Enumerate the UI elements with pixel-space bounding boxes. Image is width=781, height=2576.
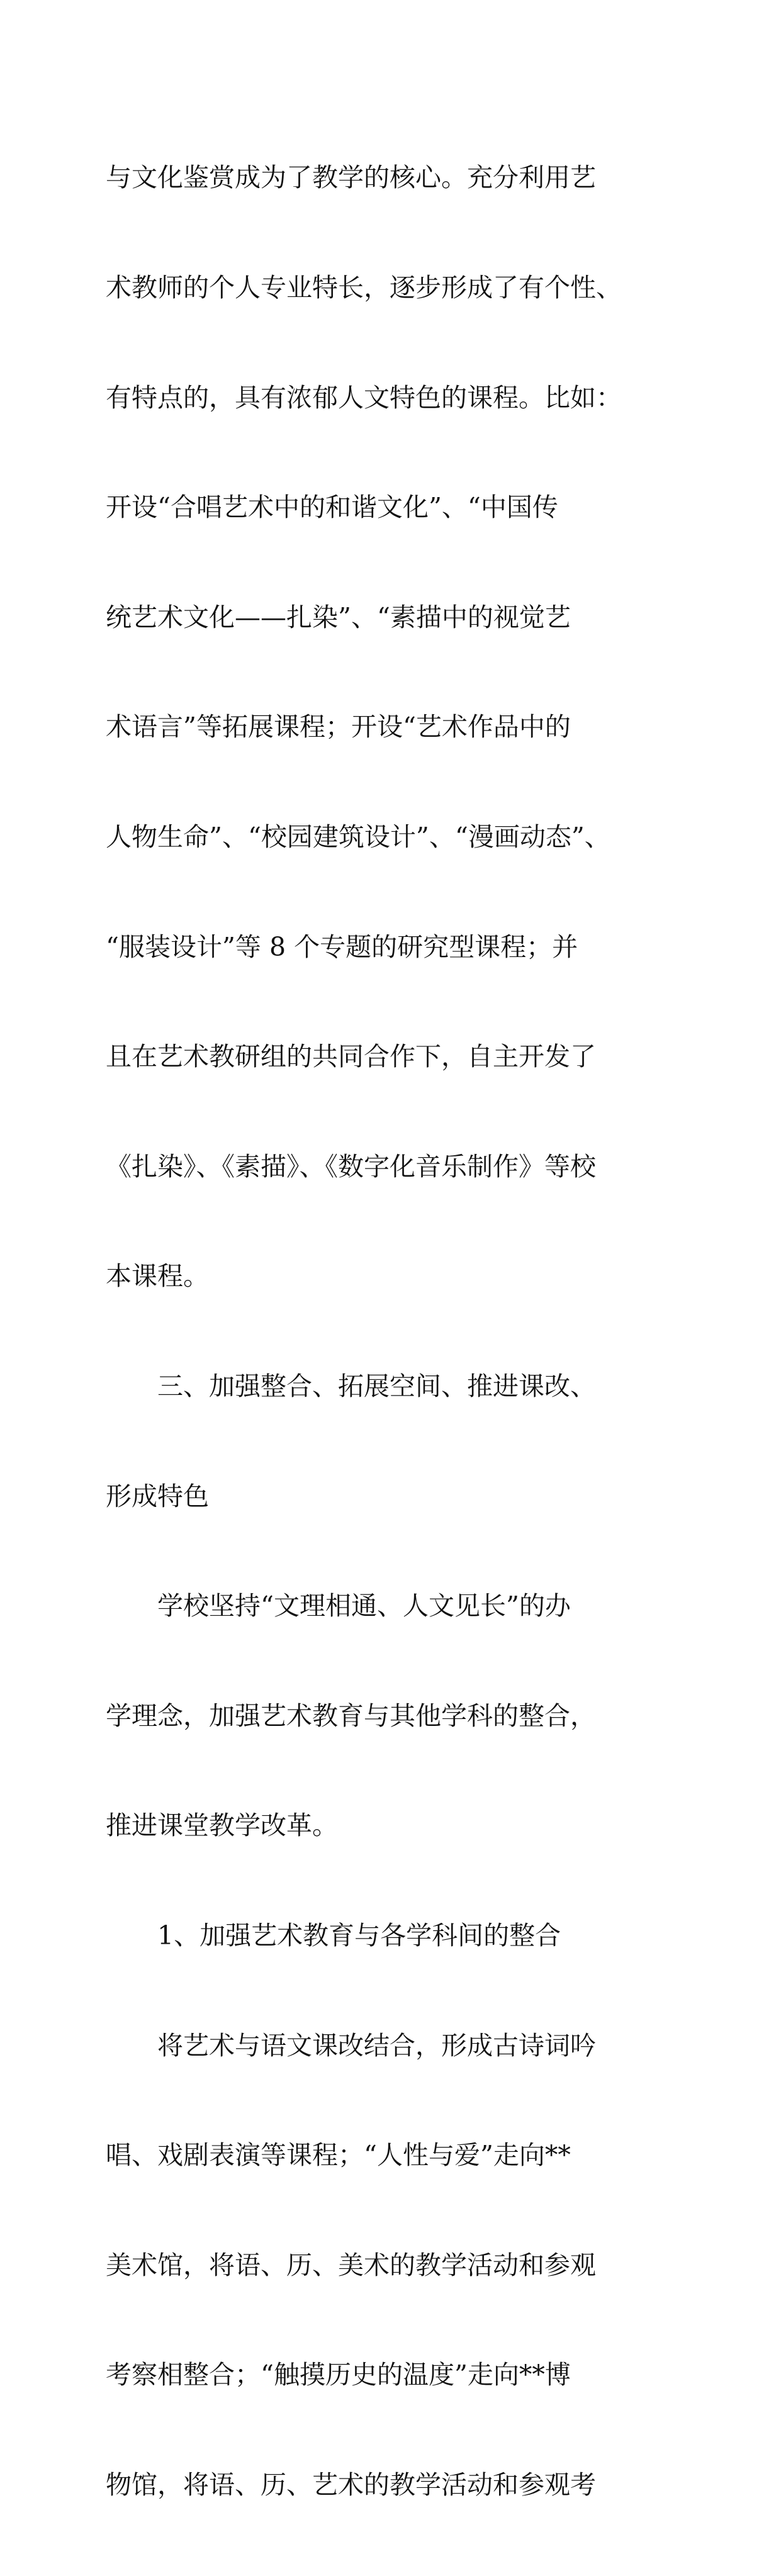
section-heading-continued: 形成特色	[106, 1481, 209, 1511]
paragraph-start: 将艺术与语文课改结合，形成古诗词吟	[157, 2030, 596, 2061]
text-line: 统艺术文化——扎染”、“素描中的视觉艺	[106, 602, 571, 632]
text-line: 《扎染》、《素描》、《数字化音乐制作》等校	[106, 1151, 596, 1182]
subsection-heading: 1、加强艺术教育与各学科间的整合	[157, 1920, 561, 1951]
text-line: 考察相整合；“触摸历史的温度”走向**博	[106, 2360, 571, 2390]
text-line: 与文化鉴赏成为了教学的核心。充分利用艺	[106, 162, 596, 193]
text-line: 人物生命”、“校园建筑设计”、“漫画动态”、	[106, 821, 610, 852]
section-heading: 三、加强整合、拓展空间、推进课改、	[157, 1370, 596, 1401]
text-line: 术语言”等拓展课程；开设“艺术作品中的	[106, 712, 571, 742]
text-line: 唱、戏剧表演等课程；“人性与爱”走向**	[106, 2140, 571, 2171]
text-line: 本课程。	[106, 1261, 209, 1292]
text-line: 美术馆，将语、历、美术的教学活动和参观	[106, 2249, 596, 2280]
paragraph-start: 学校坚持“文理相通、人文见长”的办	[157, 1591, 571, 1621]
text-line: 且在艺术教研组的共同合作下，自主开发了	[106, 1041, 596, 1072]
text-line: 有特点的，具有浓郁人文特色的课程。比如：	[106, 382, 622, 413]
text-line: 学理念，加强艺术教育与其他学科的整合，	[106, 1700, 596, 1731]
text-line: 推进课堂教学改革。	[106, 1810, 338, 1841]
text-line: 术教师的个人专业特长，逐步形成了有个性、	[106, 272, 622, 303]
text-line: 物馆，将语、历、艺术的教学活动和参观考	[106, 2469, 596, 2500]
text-line: “服装设计”等 8 个专题的研究型课程；并	[106, 931, 578, 962]
text-line: 开设“合唱艺术中的和谐文化”、“中国传	[106, 492, 558, 523]
document-body	[106, 86, 760, 2576]
